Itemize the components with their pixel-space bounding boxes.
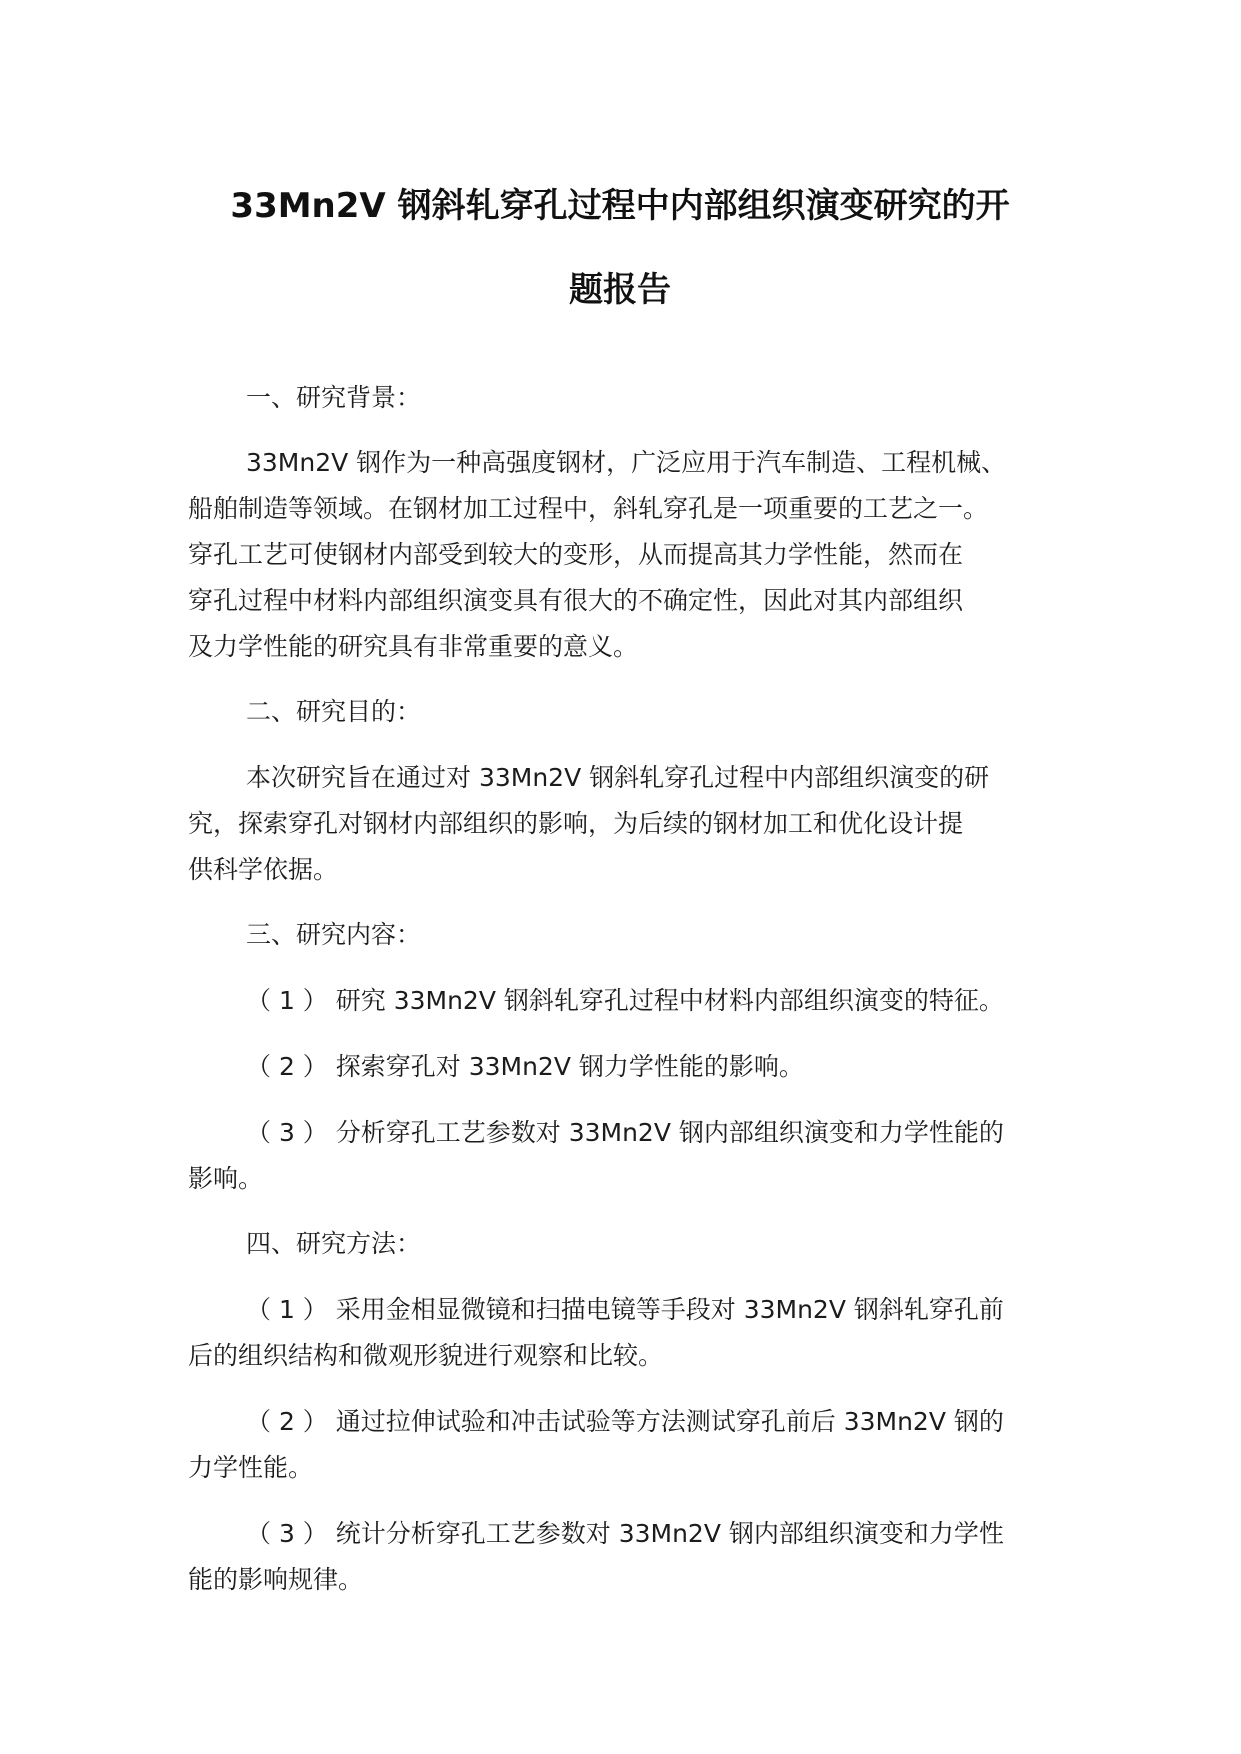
paragraph-line: 穿孔过程中材料内部组织演变具有很大的不确定性，因此对其内部组织 bbox=[188, 586, 964, 615]
paragraph-line: 33Mn2V 钢作为一种高强度钢材，广泛应用于汽车制造、工程机械、 bbox=[246, 448, 1007, 477]
paragraph-line: 船舶制造等领域。在钢材加工过程中，斜轧穿孔是一项重要的工艺之一。 bbox=[188, 494, 989, 523]
paragraph-line: 本次研究旨在通过对 33Mn2V 钢斜轧穿孔过程中内部组织演变的研 bbox=[246, 763, 990, 792]
document-title-line-2: 题报告 bbox=[569, 270, 671, 310]
list-item: （ 2 ） 探索穿孔对 33Mn2V 钢力学性能的影响。 bbox=[246, 1052, 804, 1081]
section-heading-background: 一、研究背景： bbox=[246, 383, 422, 412]
list-item: （ 3 ） 分析穿孔工艺参数对 33Mn2V 钢内部组织演变和力学性能的 bbox=[246, 1118, 1004, 1147]
paragraph-line: 供科学依据。 bbox=[188, 855, 339, 884]
paragraph-line: 究，探索穿孔对钢材内部组织的影响，为后续的钢材加工和优化设计提 bbox=[188, 809, 964, 838]
list-item: （ 2 ） 通过拉伸试验和冲击试验等方法测试穿孔前后 33Mn2V 钢的 bbox=[246, 1407, 1004, 1436]
section-heading-method: 四、研究方法： bbox=[246, 1229, 422, 1258]
paragraph-line: 及力学性能的研究具有非常重要的意义。 bbox=[188, 632, 639, 661]
section-heading-purpose: 二、研究目的： bbox=[246, 697, 422, 726]
paragraph-line: 穿孔工艺可使钢材内部受到较大的变形，从而提高其力学性能，然而在 bbox=[188, 540, 964, 569]
document-title-line-1: 33Mn2V 钢斜轧穿孔过程中内部组织演变研究的开 bbox=[230, 186, 1010, 226]
list-item-continuation: 影响。 bbox=[188, 1164, 264, 1193]
list-item: （ 1 ） 研究 33Mn2V 钢斜轧穿孔过程中材料内部组织演变的特征。 bbox=[246, 986, 1004, 1015]
list-item-continuation: 力学性能。 bbox=[188, 1453, 314, 1482]
list-item-continuation: 后的组织结构和微观形貌进行观察和比较。 bbox=[188, 1341, 664, 1370]
list-item-continuation: 能的影响规律。 bbox=[188, 1565, 364, 1594]
list-item: （ 1 ） 采用金相显微镜和扫描电镜等手段对 33Mn2V 钢斜轧穿孔前 bbox=[246, 1295, 1004, 1324]
list-item: （ 3 ） 统计分析穿孔工艺参数对 33Mn2V 钢内部组织演变和力学性 bbox=[246, 1519, 1004, 1548]
section-heading-content: 三、研究内容： bbox=[246, 920, 422, 949]
